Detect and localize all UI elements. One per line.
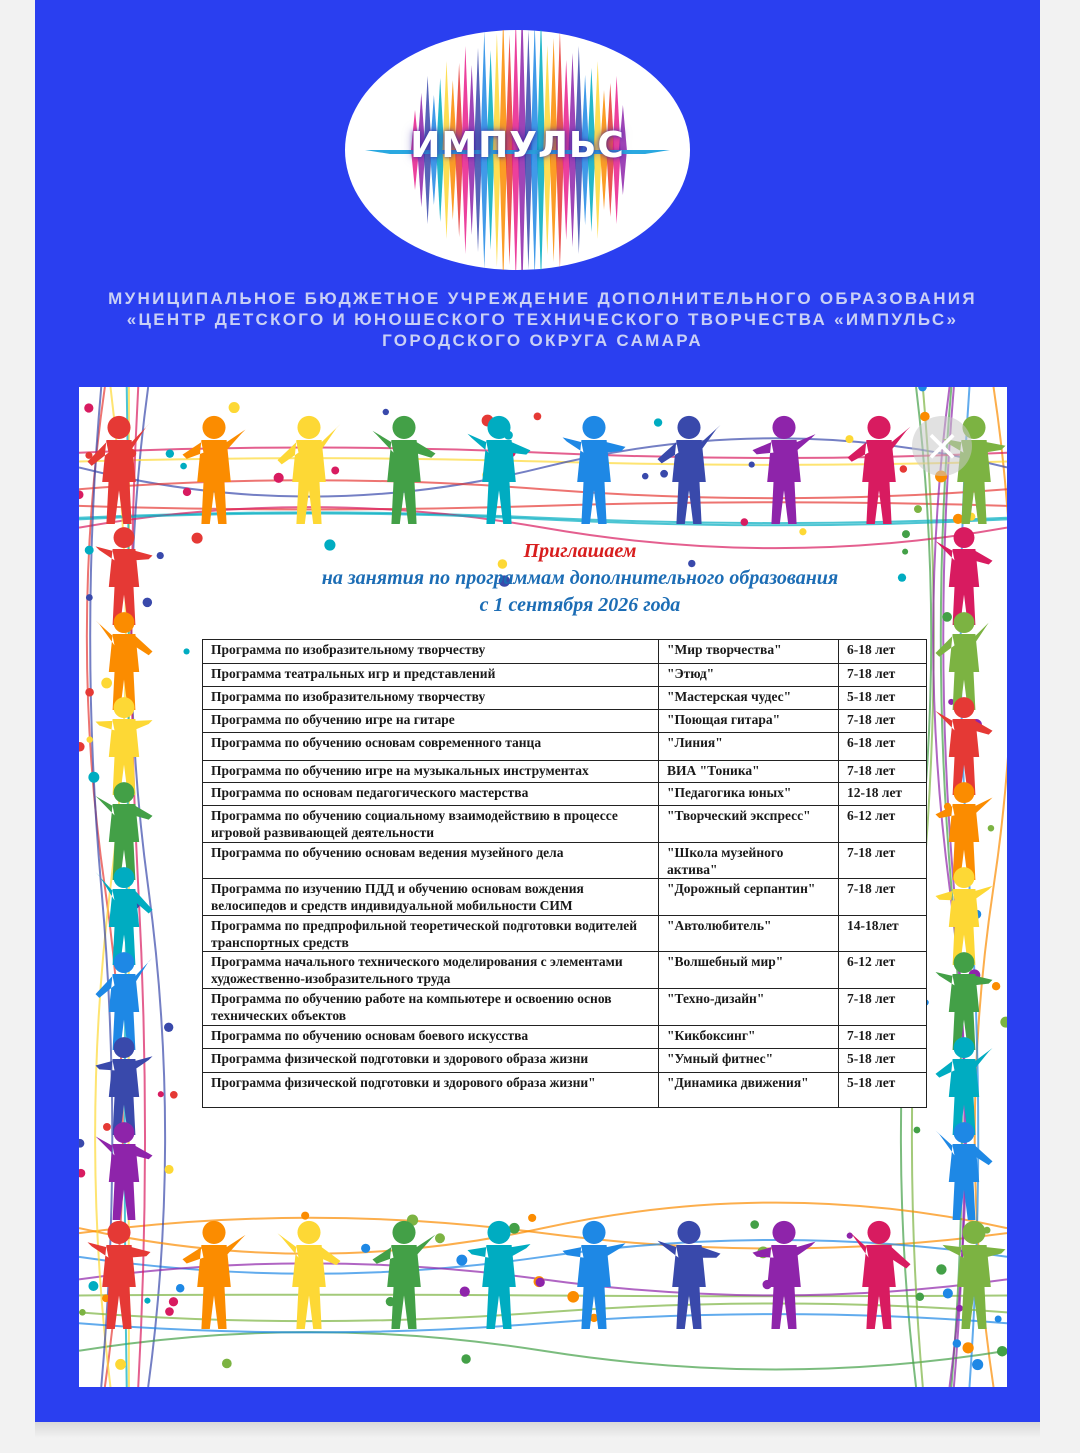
decor-dot bbox=[943, 1288, 953, 1298]
age-cell: 5-18 лет bbox=[839, 687, 927, 710]
decor-dot bbox=[183, 648, 189, 654]
table-row bbox=[203, 1073, 927, 1108]
decor-dot bbox=[936, 1264, 946, 1274]
age-cell: 6-12 лет bbox=[839, 806, 927, 843]
program-cell: Программа физической подготовки и здорового образа жизни" bbox=[203, 1073, 659, 1108]
table-row bbox=[203, 843, 927, 879]
decor-dot bbox=[176, 1284, 184, 1292]
name-cell: "Школа музейного актива" bbox=[659, 843, 839, 879]
decor-dot bbox=[534, 413, 542, 421]
decor-dot bbox=[992, 982, 1000, 990]
program-cell: Программа физической подготовки и здорового образа жизни bbox=[203, 1049, 659, 1073]
decor-dot bbox=[84, 403, 93, 412]
child-silhouette bbox=[183, 1221, 246, 1329]
table-row bbox=[203, 989, 927, 1026]
name-cell: "Автолюбитель" bbox=[659, 916, 839, 952]
decor-dot bbox=[115, 1359, 126, 1370]
decor-dot bbox=[183, 488, 191, 496]
child-silhouette bbox=[373, 1221, 436, 1329]
table-row bbox=[203, 879, 927, 916]
age-cell: 6-18 лет bbox=[839, 733, 927, 761]
child-silhouette bbox=[848, 1221, 911, 1329]
organization-line-2: «ЦЕНТР ДЕТСКОГО И ЮНОШЕСКОГО ТЕХНИЧЕСКОГО ТВОРЧЕСТВА «ИМПУЛЬС» bbox=[126, 310, 959, 329]
decor-dot bbox=[222, 1359, 232, 1369]
table-row bbox=[203, 783, 927, 806]
name-cell: "Техно-дизайн" bbox=[659, 989, 839, 1026]
age-cell: 7-18 лет bbox=[839, 1026, 927, 1049]
age-cell: 12-18 лет bbox=[839, 783, 927, 806]
child-silhouette bbox=[753, 1221, 816, 1329]
name-cell: "Умный фитнес" bbox=[659, 1049, 839, 1073]
age-cell: 7-18 лет bbox=[839, 710, 927, 733]
decor-dot bbox=[963, 1342, 974, 1353]
organization-title bbox=[40, 288, 1045, 351]
age-cell: 7-18 лет bbox=[839, 989, 927, 1026]
child-silhouette bbox=[658, 416, 721, 524]
program-cell: Программа по обучению игре на музыкальных инструментах bbox=[203, 761, 659, 783]
decor-dot bbox=[158, 1091, 164, 1097]
child-silhouette bbox=[563, 416, 626, 524]
name-cell: "Творческий экспресс" bbox=[659, 806, 839, 843]
table-row bbox=[203, 640, 927, 664]
program-cell: Программа по изобразительному творчеству bbox=[203, 687, 659, 710]
program-cell: Программа по обучению игре на гитаре bbox=[203, 710, 659, 733]
decor-dot bbox=[799, 528, 806, 535]
decor-dot bbox=[953, 1339, 961, 1347]
age-cell: 7-18 лет bbox=[839, 664, 927, 687]
name-cell: "Дорожный серпантин" bbox=[659, 879, 839, 916]
program-cell: Программа по изобразительному творчеству bbox=[203, 640, 659, 664]
name-cell: "Мастерская чудес" bbox=[659, 687, 839, 710]
decor-dot bbox=[180, 463, 187, 470]
program-cell: Программа по обучению основам современного танца bbox=[203, 733, 659, 761]
decor-dot bbox=[997, 1346, 1007, 1357]
age-cell: 5-18 лет bbox=[839, 1049, 927, 1073]
decor-dot bbox=[847, 1233, 853, 1239]
invite-heading: Приглашаем bbox=[523, 540, 637, 562]
age-cell: 6-12 лет bbox=[839, 952, 927, 989]
decor-dot bbox=[461, 1354, 470, 1363]
name-cell: "Педагогика юных" bbox=[659, 783, 839, 806]
invite-date: с 1 сентября 2026 года bbox=[479, 594, 681, 616]
decor-dot bbox=[229, 402, 240, 413]
decor-dot bbox=[144, 1298, 150, 1304]
decor-dot bbox=[88, 772, 99, 783]
table-row bbox=[203, 761, 927, 783]
child-silhouette bbox=[468, 1221, 531, 1329]
logo bbox=[345, 30, 690, 270]
decor-dot bbox=[170, 1091, 178, 1099]
decor-dot bbox=[86, 594, 93, 601]
program-cell: Программа по обучению работе на компьютере и освоению основ технических объектов bbox=[203, 989, 659, 1026]
logo-text: ИМПУЛЬС bbox=[410, 125, 625, 166]
table-row bbox=[203, 664, 927, 687]
child-silhouette bbox=[96, 612, 153, 710]
decor-wave bbox=[131, 387, 165, 1387]
program-cell: Программа по обучению основам боевого искусства bbox=[203, 1026, 659, 1049]
program-cell: Программа театральных игр и представлений bbox=[203, 664, 659, 687]
name-cell: "Волшебный мир" bbox=[659, 952, 839, 989]
decor-dot bbox=[918, 387, 927, 391]
decor-dot bbox=[101, 678, 112, 689]
decor-dot bbox=[914, 505, 922, 513]
decor-dot bbox=[79, 1309, 86, 1316]
child-silhouette bbox=[96, 782, 153, 880]
invitation bbox=[200, 538, 960, 619]
organization-line-1: МУНИЦИПАЛЬНОЕ БЮДЖЕТНОЕ УЧРЕЖДЕНИЕ ДОПОЛНИТЕЛЬНОГО ОБРАЗОВАНИЯ bbox=[108, 289, 977, 308]
decor-dot bbox=[79, 742, 85, 752]
decor-dot bbox=[1000, 1017, 1007, 1028]
name-cell: "Мир творчества" bbox=[659, 640, 839, 664]
name-cell: "Линия" bbox=[659, 733, 839, 761]
decor-dot bbox=[165, 1307, 174, 1316]
decor-dot bbox=[528, 1214, 536, 1222]
decor-dot bbox=[654, 418, 662, 426]
decor-dot bbox=[165, 1165, 174, 1174]
decor-dot bbox=[914, 1127, 921, 1134]
program-cell: Программа по предпрофильной теоретической подготовки водителей транспортных средств bbox=[203, 916, 659, 952]
decor-dot bbox=[456, 1255, 467, 1266]
decor-dot bbox=[164, 1023, 173, 1032]
decor-dot bbox=[460, 1286, 470, 1296]
table-row bbox=[203, 916, 927, 952]
child-silhouette bbox=[96, 527, 153, 625]
program-cell: Программа по обучению основам ведения музейного дела bbox=[203, 843, 659, 879]
decor-dot bbox=[85, 546, 94, 555]
organization-line-3: ГОРОДСКОГО ОКРУГА САМАРА bbox=[382, 331, 703, 350]
table-row bbox=[203, 710, 927, 733]
table-row bbox=[203, 1026, 927, 1049]
decor-dot bbox=[741, 518, 749, 526]
table-row bbox=[203, 952, 927, 989]
child-silhouette bbox=[936, 867, 993, 965]
close-icon[interactable]: × bbox=[912, 416, 972, 476]
age-cell: 14-18лет bbox=[839, 916, 927, 952]
decor-dot bbox=[86, 736, 92, 742]
age-cell: 7-18 лет bbox=[839, 761, 927, 783]
name-cell: ВИА "Тоника" bbox=[659, 761, 839, 783]
decor-dot bbox=[103, 1123, 111, 1131]
program-cell: Программа по обучению социальному взаимодействию в процессе игровой развивающей деятельности bbox=[203, 806, 659, 843]
age-cell: 7-18 лет bbox=[839, 843, 927, 879]
decor-dot bbox=[79, 1169, 85, 1178]
table-row bbox=[203, 1049, 927, 1073]
decor-dot bbox=[845, 435, 853, 443]
decor-dot bbox=[902, 530, 910, 538]
child-silhouette bbox=[96, 697, 153, 795]
decor-dot bbox=[301, 1212, 309, 1220]
decor-dot bbox=[749, 462, 755, 468]
program-cell: Программа начального технического моделирования с элементами художественно-изобразительного труда bbox=[203, 952, 659, 989]
decor-dot bbox=[166, 449, 174, 457]
name-cell: "Динамика движения" bbox=[659, 1073, 839, 1108]
child-silhouette bbox=[658, 1221, 721, 1329]
decor-dot bbox=[88, 1281, 98, 1291]
table-row bbox=[203, 733, 927, 761]
decor-dot bbox=[536, 1278, 545, 1287]
program-cell: Программа по основам педагогического мастерства bbox=[203, 783, 659, 806]
decor-wave bbox=[79, 1332, 1007, 1369]
decor-dot bbox=[331, 467, 339, 475]
decor-dot bbox=[750, 1220, 759, 1229]
decor-dot bbox=[642, 473, 649, 480]
age-cell: 5-18 лет bbox=[839, 1073, 927, 1108]
table-row bbox=[203, 806, 927, 843]
decor-dot bbox=[988, 825, 995, 832]
decor-dot bbox=[361, 1244, 370, 1253]
programs-table bbox=[202, 639, 927, 1108]
table-row bbox=[203, 687, 927, 710]
decor-dot bbox=[157, 552, 164, 559]
age-cell: 7-18 лет bbox=[839, 879, 927, 916]
decor-dot bbox=[567, 1291, 579, 1303]
invite-subheading: на занятия по программам дополнительного образования bbox=[321, 567, 839, 589]
name-cell: "Поющая гитара" bbox=[659, 710, 839, 733]
child-silhouette bbox=[278, 1221, 341, 1329]
decor-dot bbox=[79, 490, 84, 499]
decor-dot bbox=[435, 1233, 445, 1243]
name-cell: "Этюд" bbox=[659, 664, 839, 687]
poster-shadow bbox=[35, 1422, 1040, 1438]
decor-dot bbox=[900, 465, 907, 472]
age-cell: 6-18 лет bbox=[839, 640, 927, 664]
program-cell: Программа по изучению ПДД и обучению основам вождения велосипедов и средств индивидуальной мобильности СИМ bbox=[203, 879, 659, 916]
decor-dot bbox=[916, 1293, 925, 1302]
decor-dot bbox=[169, 1297, 178, 1306]
name-cell: "Кикбоксинг" bbox=[659, 1026, 839, 1049]
child-silhouette bbox=[753, 416, 816, 524]
decor-dot bbox=[274, 473, 284, 483]
decor-dot bbox=[972, 1359, 983, 1370]
decor-dot bbox=[956, 1305, 963, 1312]
child-silhouette bbox=[936, 782, 993, 880]
decor-dot bbox=[383, 409, 389, 415]
decor-dot bbox=[79, 1139, 84, 1148]
decor-dot bbox=[85, 688, 94, 697]
decor-dot bbox=[660, 470, 668, 478]
decor-dot bbox=[995, 1316, 1002, 1323]
decor-dot bbox=[143, 598, 153, 608]
